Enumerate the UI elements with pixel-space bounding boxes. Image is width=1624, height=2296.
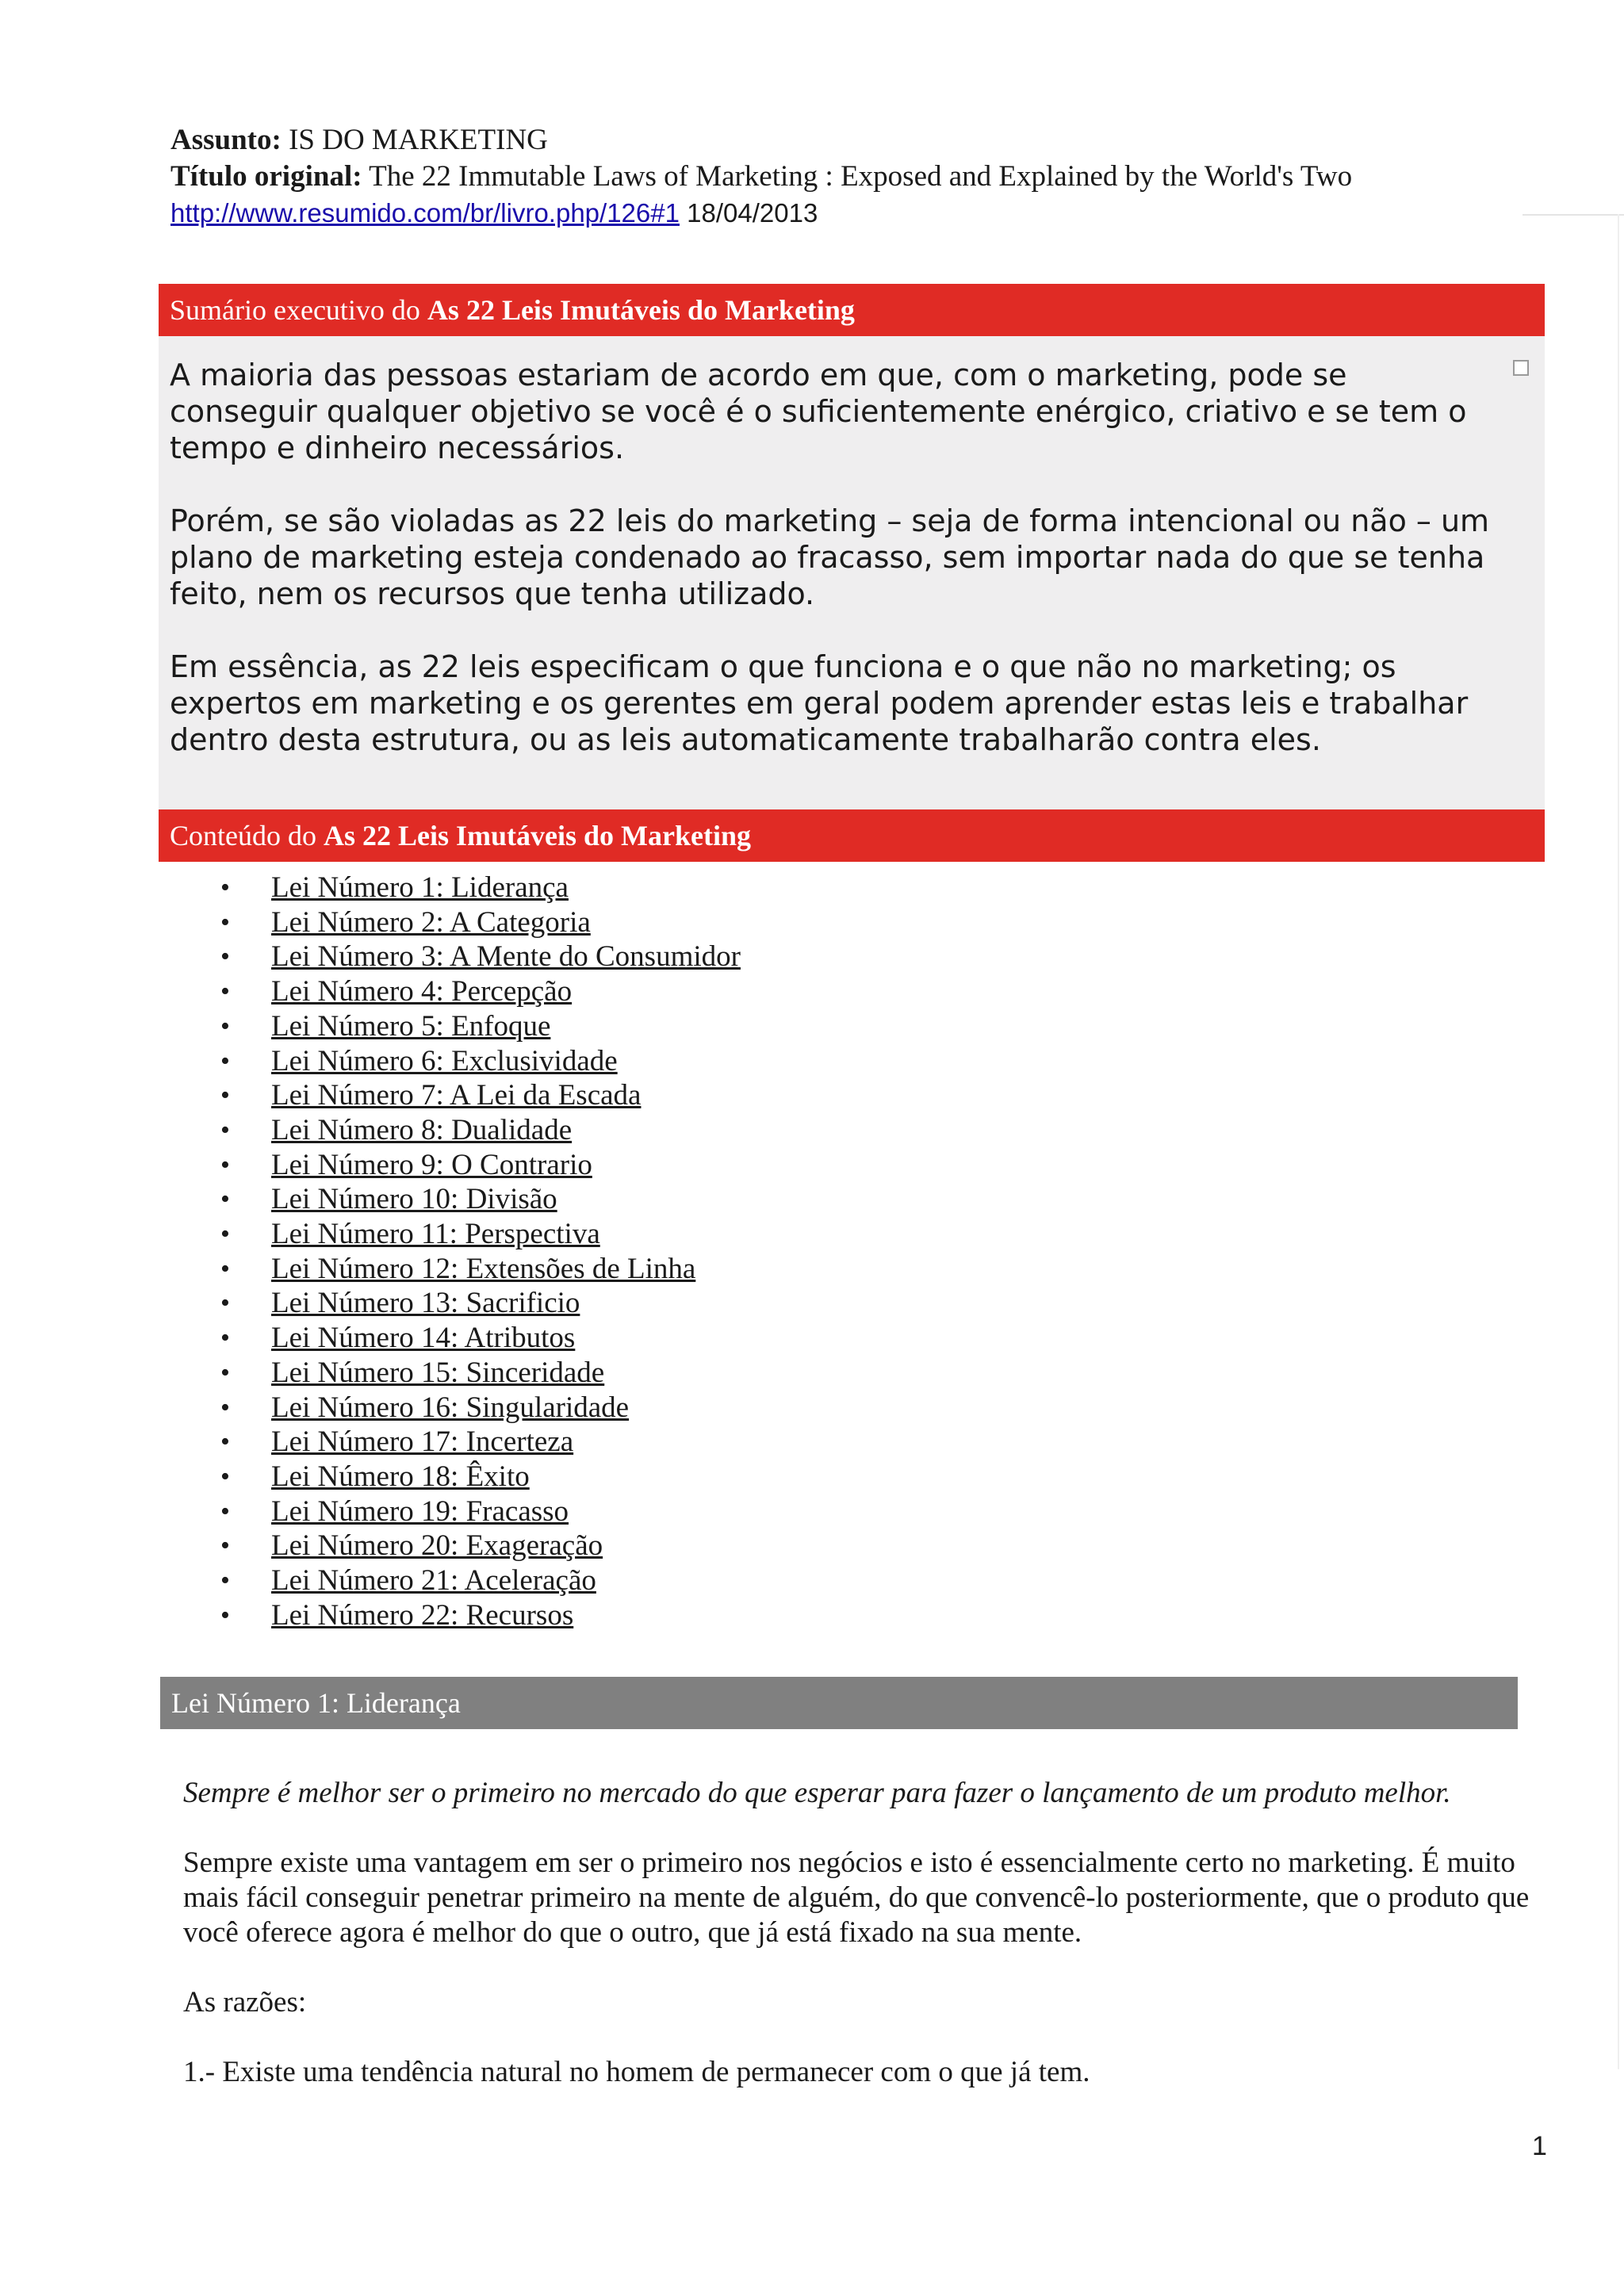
original-title-label: Título original: xyxy=(170,160,362,193)
list-item xyxy=(220,1286,741,1321)
list-item xyxy=(220,1356,741,1391)
list-item xyxy=(220,1425,741,1460)
summary-heading-plain: Sumário executivo do xyxy=(170,294,427,326)
contents-heading-bold: As 22 Leis Imutáveis do Marketing xyxy=(324,820,751,851)
list-item xyxy=(220,905,741,940)
list-item xyxy=(220,1009,741,1044)
subject-value: IS DO MARKETING xyxy=(281,124,548,156)
list-item xyxy=(220,1391,741,1425)
summary-box xyxy=(159,336,1545,809)
law-link-20[interactable]: Lei Número 20: Exageração xyxy=(271,1529,603,1563)
law1-paragraph: As razões: xyxy=(183,1986,307,2019)
list-item xyxy=(220,939,741,974)
law1-paragraph: 1.- Existe uma tendência natural no homem de permanecer com o que já tem. xyxy=(183,2056,1090,2088)
law-link-17[interactable]: Lei Número 17: Incerteza xyxy=(271,1425,574,1459)
law-link-16[interactable]: Lei Número 16: Singularidade xyxy=(271,1391,630,1424)
list-item xyxy=(220,1113,741,1148)
document-header xyxy=(170,122,1566,232)
list-item xyxy=(220,1252,741,1287)
list-item xyxy=(220,1321,741,1356)
law-link-12[interactable]: Lei Número 12: Extensões de Linha xyxy=(271,1252,696,1285)
law-link-5[interactable]: Lei Número 5: Enfoque xyxy=(271,1009,551,1043)
law1-heading-bar: Lei Número 1: Liderança xyxy=(160,1677,1518,1729)
law-link-11[interactable]: Lei Número 11: Perspectiva xyxy=(271,1218,600,1251)
source-url-link[interactable]: http://www.resumido.com/br/livro.php/126#1 xyxy=(170,198,680,228)
law-link-10[interactable]: Lei Número 10: Divisão xyxy=(271,1183,557,1216)
law-link-7[interactable]: Lei Número 7: A Lei da Escada xyxy=(271,1079,642,1112)
law-link-6[interactable]: Lei Número 6: Exclusividade xyxy=(271,1044,618,1077)
summary-heading-bold: As 22 Leis Imutáveis do Marketing xyxy=(427,294,855,326)
list-item xyxy=(220,1182,741,1217)
list-item xyxy=(220,1563,741,1598)
law1-paragraph: Sempre existe uma vantagem em ser o primeiro nos negócios e isto é essencialmente certo no marketing. É muito mais fácil conseguir penetrar primeiro na mente de alguém, do que convencê-lo posteriormente, que o produto que você oferece agora é melhor do que o outro, que já está fixado na sua mente. xyxy=(183,1846,1530,1949)
summary-paragraph: A maioria das pessoas estariam de acordo em que, com o marketing, pode se conseguir qualquer objetivo se você é o suficientemente enérgico, criativo e se tem o tempo e dinheiro necessários. xyxy=(170,358,1467,465)
law-link-13[interactable]: Lei Número 13: Sacrificio xyxy=(271,1287,580,1320)
summary-paragraph: Porém, se são violadas as 22 leis do marketing – seja de forma intencional ou não – um plano de marketing esteja condenado ao fracasso, sem importar nada do que se tenha feito, nem os recursos que tenha utilizado. xyxy=(170,503,1490,611)
law-link-3[interactable]: Lei Número 3: A Mente do Consumidor xyxy=(271,940,741,974)
list-item xyxy=(220,871,741,905)
page-frame-edge-vertical xyxy=(1618,214,1619,2069)
contents-heading-plain: Conteúdo do xyxy=(170,820,324,851)
original-title-value: The 22 Immutable Laws of Marketing : Exposed and Explained by the World's Two xyxy=(362,160,1353,193)
list-item xyxy=(220,974,741,1009)
law-link-18[interactable]: Lei Número 18: Êxito xyxy=(271,1460,530,1493)
law-link-22[interactable]: Lei Número 22: Recursos xyxy=(271,1598,574,1632)
law-link-9[interactable]: Lei Número 9: O Contrario xyxy=(271,1148,592,1181)
law-link-14[interactable]: Lei Número 14: Atributos xyxy=(271,1322,576,1355)
list-item xyxy=(220,1598,741,1633)
original-title-line xyxy=(170,159,1566,195)
page-frame-edge xyxy=(1522,214,1624,216)
law-link-19[interactable]: Lei Número 19: Fracasso xyxy=(271,1494,569,1528)
list-item xyxy=(220,1217,741,1252)
list-item xyxy=(220,1148,741,1183)
source-line xyxy=(170,195,1566,232)
law-link-21[interactable]: Lei Número 21: Aceleração xyxy=(271,1564,596,1598)
checkbox-icon[interactable] xyxy=(1513,360,1529,376)
law-link-4[interactable]: Lei Número 4: Percepção xyxy=(271,975,573,1008)
list-item xyxy=(220,1044,741,1079)
law-link-15[interactable]: Lei Número 15: Sinceridade xyxy=(271,1356,605,1389)
law1-body xyxy=(183,1776,1547,2125)
law-link-1[interactable]: Lei Número 1: Liderança xyxy=(271,871,569,904)
summary-paragraph: Em essência, as 22 leis especificam o que funciona e o que não no marketing; os expertos em marketing e os gerentes em geral podem aprender estas leis e trabalhar dentro desta estrutura, ou as leis automaticamente trabalharão contra eles. xyxy=(170,649,1469,757)
page-number: 1 xyxy=(1532,2131,1547,2161)
law-link-2[interactable]: Lei Número 2: A Categoria xyxy=(271,905,591,939)
list-item xyxy=(220,1078,741,1113)
subject-label: Assunto: xyxy=(170,124,282,156)
contents-heading-bar xyxy=(159,809,1545,862)
list-item xyxy=(220,1494,741,1529)
laws-list xyxy=(220,871,741,1632)
law1-italic-lead: Sempre é melhor ser o primeiro no mercado do que esperar para fazer o lançamento de um produto melhor. xyxy=(183,1777,1451,1809)
source-date: 18/04/2013 xyxy=(679,198,818,228)
summary-heading-bar xyxy=(159,284,1545,336)
law-link-8[interactable]: Lei Número 8: Dualidade xyxy=(271,1113,573,1146)
subject-line xyxy=(170,122,1566,159)
list-item xyxy=(220,1460,741,1494)
list-item xyxy=(220,1529,741,1563)
